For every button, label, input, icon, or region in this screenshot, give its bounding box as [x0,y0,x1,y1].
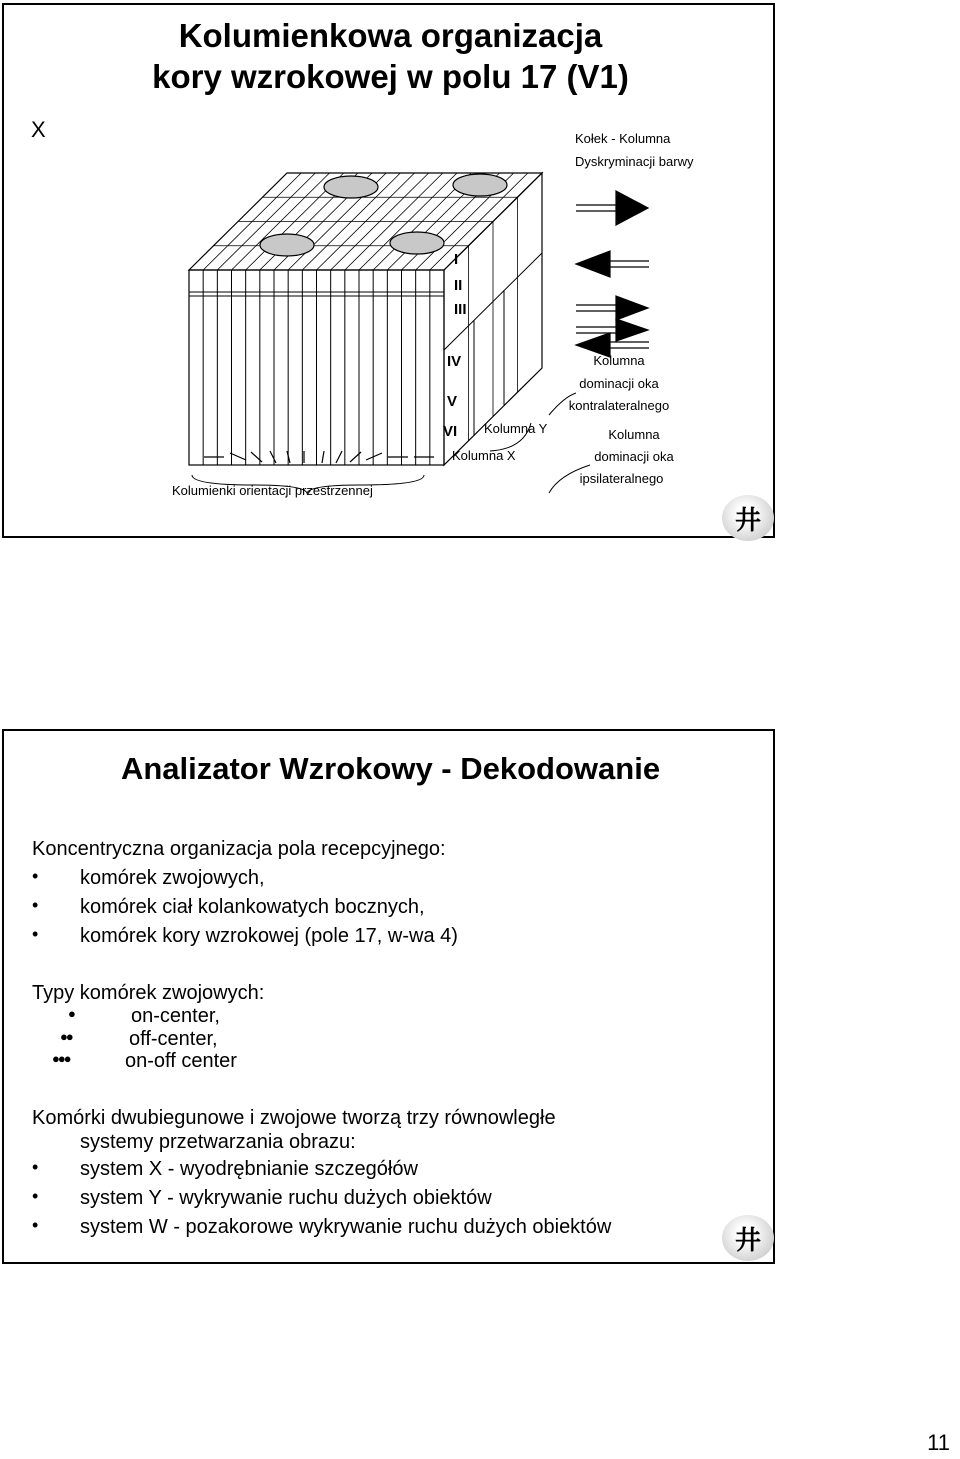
type-dots: ● [68,1006,74,1021]
types-heading: Typy komórek zwojowych: [32,982,265,1004]
systems-line1: Komórki dwubiegunowe i zwojowe tworzą trzy równowległe [32,1107,556,1129]
type-label: off-center, [129,1028,218,1050]
type-dots: ●● [60,1029,72,1044]
color-peg-oval [390,232,444,254]
kolumna-y-label: Kolumna Y [484,421,548,436]
type-label: on-off center [125,1050,237,1072]
slide1-title-line1: Kolumienkowa organizacja [178,17,603,54]
kontra-label-line1: Kolumna [593,353,645,368]
system-item: system X - wyodrębnianie szczegółów [80,1158,418,1180]
slide-visual-decoding [2,729,775,1264]
kolek-label-line1: Kołek - Kolumna [575,131,671,146]
kontra-label-line3: kontralateralnego [568,398,670,413]
kolumienki-label: Kolumienki orientacji przestrzennej [172,483,373,498]
layer-label-5: V [447,393,458,410]
orientation-ticks [204,451,434,463]
ipsi-label-line2: dominacji oka [594,449,674,464]
ipsi-label-line1: Kolumna [608,427,660,442]
system-item: system W - pozakorowe wykrywanie ruchu dużych obiektów [80,1216,612,1238]
system-item: system Y - wykrywanie ruchu dużych obiektów [80,1187,492,1209]
bullet-icon: • [32,1215,39,1235]
kolumna-x-label: Kolumna X [452,448,516,463]
bullet-icon: • [32,924,39,944]
item1-text: komórek zwojowych, [80,867,265,889]
slide2-title: Analizator Wzrokowy - Dekodowanie [120,751,661,786]
bullet-icon: • [32,895,39,915]
page-number: 11 [927,1430,950,1455]
bullet-icon: • [32,1186,39,1206]
bullet-icon: • [32,1157,39,1177]
intro-text: Koncentryczna organizacja pola recepcyjnego: [32,838,446,860]
kontra-label-line2: dominacji oka [579,376,659,391]
layer-label-3: III [454,301,467,318]
x-label: X [31,117,46,142]
bullet-icon: • [32,866,39,886]
layer-label-6: VI [443,423,458,440]
front-stripes [203,270,430,465]
layer-label-2: II [454,277,463,294]
layer-label-4: IV [447,353,462,370]
type-label: on-center, [131,1005,220,1027]
color-peg-oval [260,234,314,256]
item1-text: komórek ciał kolankowatych bocznych, [80,896,425,918]
logo-icon: 井 [722,495,774,541]
color-peg-oval [324,176,378,198]
ipsi-label-line3: ipsilateralnego [579,471,664,486]
slide1-title-line2: kory wzrokowej w polu 17 (V1) [152,58,629,95]
arrows [576,191,649,357]
systems-line2: systemy przetwarzania obrazu: [80,1131,356,1153]
layer-label-1: I [454,251,459,268]
type-dots: ●●● [52,1051,70,1066]
slide-cortex-columns [2,3,775,538]
logo-icon: 井 [722,1215,774,1261]
color-peg-oval [453,174,507,196]
item1-text: komórek kory wzrokowej (pole 17, w-wa 4) [80,925,458,947]
kolek-label-line2: Dyskryminacji barwy [575,154,694,169]
